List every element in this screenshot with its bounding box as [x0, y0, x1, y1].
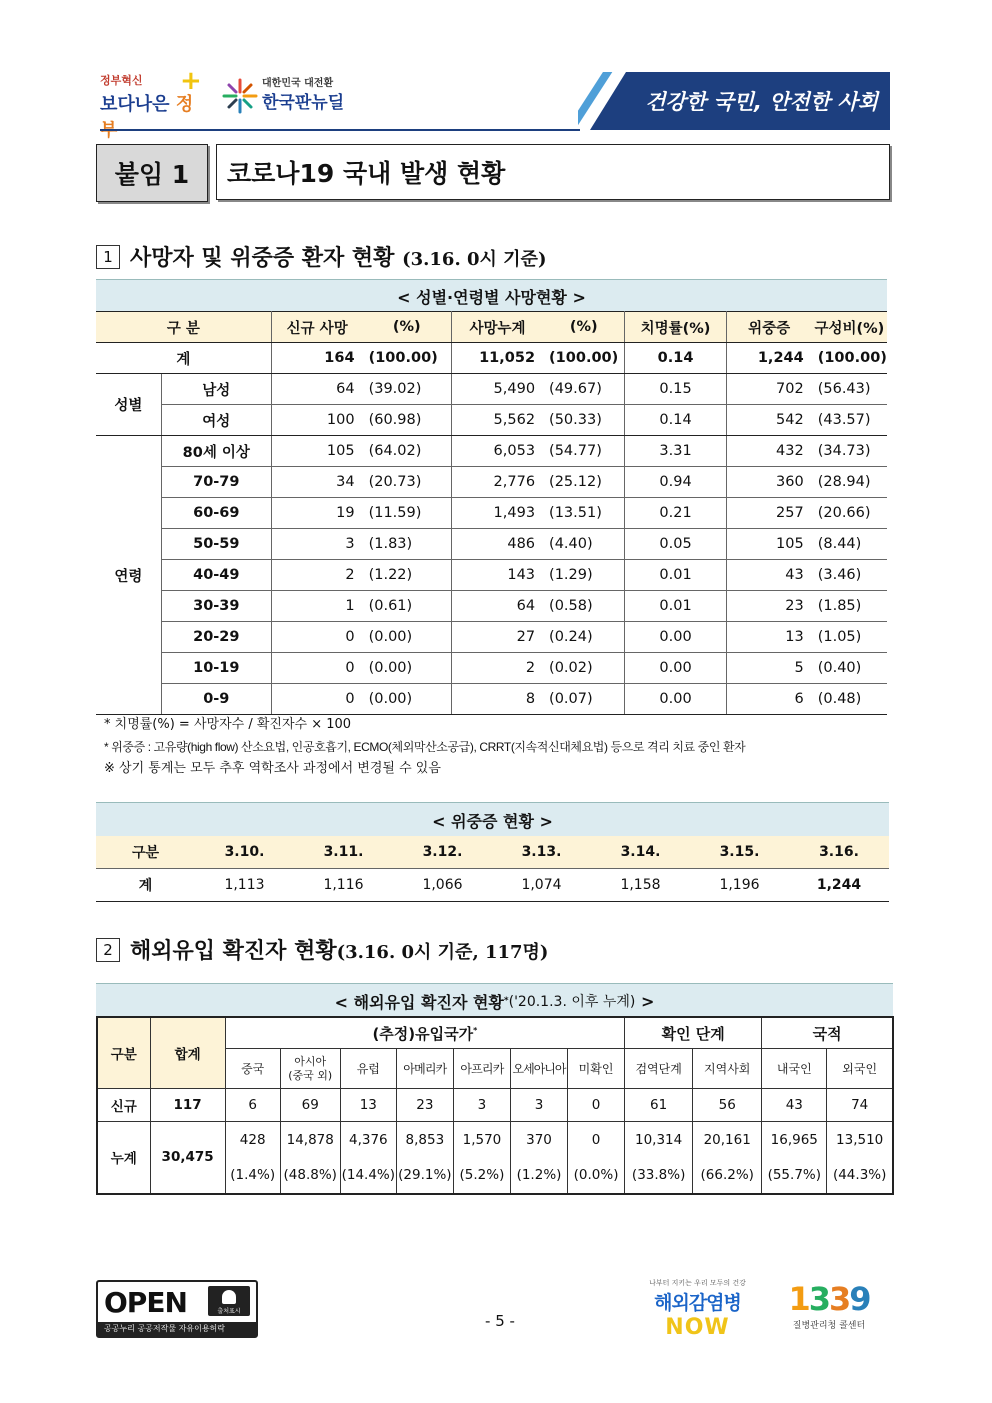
imported-cases-table	[96, 1016, 894, 1195]
table-row: 40-49 2 (1.22) 143 (1.29) 0.01 43 (3.46)	[96, 560, 887, 591]
table-row: 50-59 3 (1.83) 486 (4.40) 0.05 105 (8.44)	[96, 529, 887, 560]
table-header-row: 구분 3.10. 3.11. 3.12. 3.13. 3.14. 3.15. 3.16.	[96, 836, 889, 869]
table-row: 0-9 0 (0.00) 8 (0.07) 0.00 6 (0.48)	[96, 684, 887, 715]
table3-caption: < 해외유입 확진자 현황 * ('20.1.3. 이후 누계) >	[96, 983, 893, 1018]
plus-icon: +	[180, 66, 202, 96]
table1-notes	[104, 714, 894, 780]
slogan-banner: 건강한 국민, 안전한 사회	[590, 72, 890, 130]
attribution-icon: 출처표시	[208, 1286, 250, 1316]
attachment-tag: 붙임 1	[96, 144, 208, 202]
overseas-infection-now-logo: 나부터 지키는 우리 모두의 건강 해외감염병 NOW	[649, 1279, 746, 1340]
note-line: * 치명률(%) = 사망자수 / 확진자수 × 100	[104, 717, 352, 732]
table-row: 신규 117 6 69 13 23 3 3 0 61 56 43 74	[97, 1089, 893, 1122]
section1-heading: 1 사망자 및 위중증 환자 현황 (3.16. 0시 기준)	[96, 241, 546, 272]
table-row: 누계 30,475 428 14,878 4,376 8,853 1,570 370 0 10,314 20,161 16,965 13,510	[97, 1122, 893, 1158]
note-line: ※ 상기 통계는 모두 추후 역학조사 과정에서 변경될 수 있음	[104, 761, 441, 776]
table-row: 70-79 34 (20.73) 2,776 (25.12) 0.94 360 (28.94)	[96, 467, 887, 498]
note-line: * 위중증 : 고유량(high flow) 산소요법, 인공호흡기, ECMO(체외막산소공급), CRRT(지속적신대체요법) 등으로 격리 치료 중인 환자	[104, 740, 746, 754]
starburst-icon	[222, 78, 258, 114]
table-total-row: 계 164 (100.00) 11,052 (100.00) 0.14 1,244 (100.00)	[96, 343, 887, 374]
callcenter-1339-logo: 1339 질병관리청 콜센터	[788, 1280, 870, 1331]
table-subheader-row: 중국 아시아 (중국 외) 유럽 아메리카 아프리카 오세아니아 미확인 검역단계 지역사회 내국인 외국인	[97, 1049, 893, 1089]
table-row: 30-39 1 (0.61) 64 (0.58) 0.01 23 (1.85)	[96, 591, 887, 622]
open-license-logo: OPEN 출처표시 공공누리 공공저작물 자유이용허락	[96, 1280, 258, 1338]
page-number: - 5 -	[485, 1312, 515, 1330]
table-row: 연령 80세 이상 105 (64.02) 6,053 (54.77) 3.31 432 (34.73)	[96, 436, 887, 467]
government-innovation-logo: 정부혁신 보다나은 정부 +	[100, 66, 202, 141]
header-divider	[100, 129, 580, 131]
table-row: 60-69 19 (11.59) 1,493 (13.51) 0.21 257 (20.66)	[96, 498, 887, 529]
table1-caption: < 성별·연령별 사망현황 >	[96, 279, 887, 312]
table-row: 성별 남성 64 (39.02) 5,490 (49.67) 0.15 702 (56.43)	[96, 374, 887, 405]
table-row: 10-19 0 (0.00) 2 (0.02) 0.00 5 (0.40)	[96, 653, 887, 684]
severe-status-table	[96, 836, 889, 902]
table-row: 여성 100 (60.98) 5,562 (50.33) 0.14 542 (43.57)	[96, 405, 887, 436]
death-status-table	[96, 311, 887, 715]
table2-caption: < 위중증 현황 >	[96, 802, 889, 838]
table-row: 20-29 0 (0.00) 27 (0.24) 0.00 13 (1.05)	[96, 622, 887, 653]
table-row: (1.4%) (48.8%) (14.4%) (29.1%) (5.2%) (1.2%) (0.0%) (33.8%) (66.2%) (55.7%) (44.3%)	[97, 1158, 893, 1194]
page-title: 코로나19 국내 발생 현황	[216, 144, 890, 200]
table-row: 계 1,113 1,116 1,066 1,074 1,158 1,196 1,244	[96, 869, 889, 902]
table-header-row: 구분 합계 (추정)유입국가* 확인 단계 국적	[97, 1017, 893, 1049]
table-header-row: 구 분 신규 사망 (%) 사망누계 (%) 치명률(%) 위중증 구성비(%)	[96, 312, 887, 343]
section2-heading: 2 해외유입 확진자 현황(3.16. 0시 기준, 117명)	[96, 934, 548, 965]
korean-new-deal-logo: 대한민국 대전환 한국판뉴딜	[222, 72, 362, 122]
